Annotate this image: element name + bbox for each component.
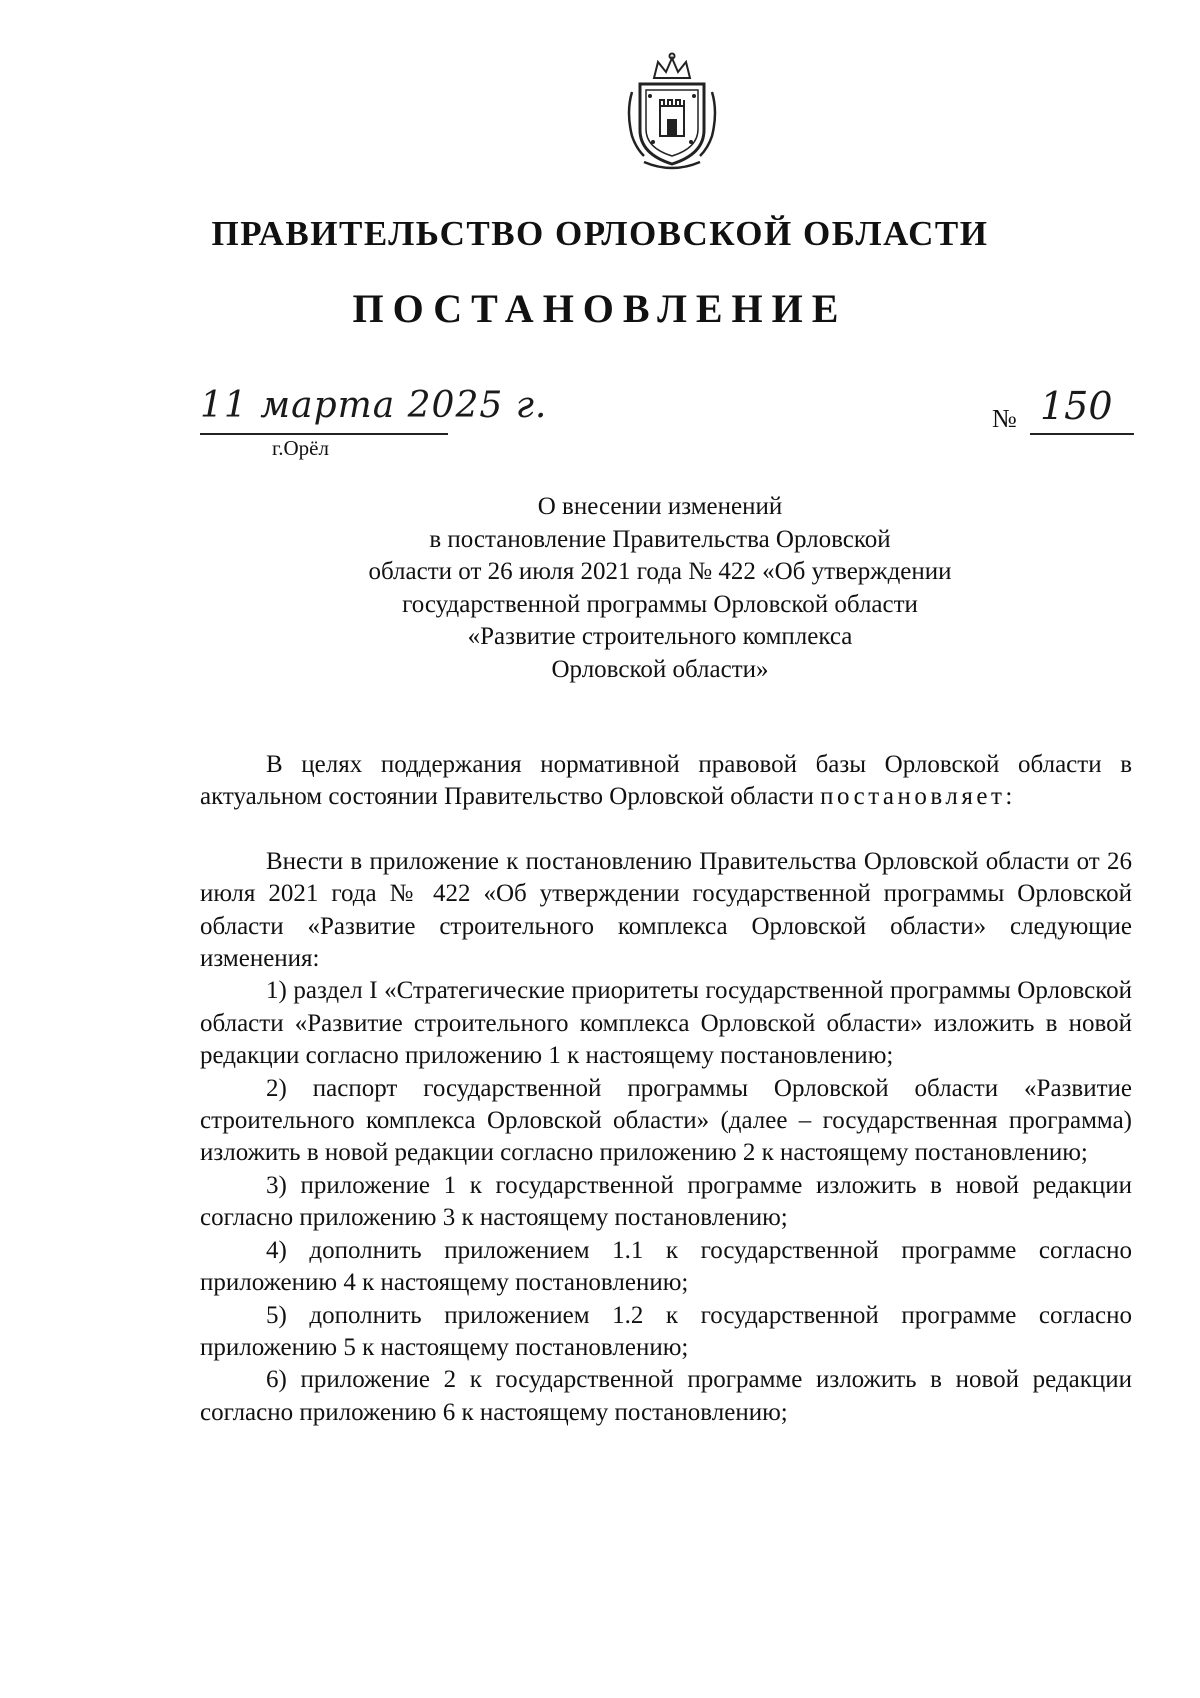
- intro-paragraph: Внести в приложение к постановлению Правительства Орловской области от 26 июля 2021 года № 422 «Об утверждении государственной программы Орловской области «Развитие строительного комплекса Орловской области» следующие изменения:: [200, 847, 1132, 973]
- list-item: 5) дополнить приложением 1.2 к государственной программе согласно приложению 5 к настоящему постановлению;: [200, 1301, 1132, 1361]
- handwritten-number: 150: [1040, 384, 1113, 428]
- document-type-title: ПОСТАНОВЛЕНИЕ: [352, 286, 848, 331]
- preamble-paragraph: [200, 749, 1132, 814]
- subject-line: государственной программы Орловской области: [402, 590, 918, 618]
- city-label: г.Орёл: [272, 436, 329, 460]
- list-item: 2) паспорт государственной программы Орловской области «Развитие строительного комплекса Орловской области» (далее – государственная программа) изложить в новой редакции согласно приложению 2 к настоящему постановлению;: [200, 1074, 1132, 1167]
- list-item: 4) дополнить приложением 1.1 к государственной программе согласно приложению 4 к настоящему постановлению;: [200, 1236, 1132, 1297]
- subject-line: О внесении изменений: [537, 493, 783, 520]
- document-body: [200, 749, 1132, 1429]
- number-sign: №: [992, 404, 1017, 433]
- subject-line: области от 26 июля 2021 года № 422 «Об утверждении: [368, 558, 952, 585]
- number-underline: [1030, 433, 1134, 435]
- list-item: 6) приложение 2 к государственной программе изложить в новой редакции согласно приложению 6 к настоящему постановлению;: [200, 1366, 1132, 1426]
- list-item: 1) раздел I «Стратегические приоритеты государственной программы Орловской области «Развитие строительного комплекса Орловской области» изложить в новой редакции согласно приложению 1 к настоящему постановлению;: [200, 977, 1132, 1070]
- subject-line: «Развитие строительного комплекса: [467, 623, 853, 650]
- preamble-text: В целях поддержания нормативной правовой базы Орловской области в актуальном состоянии Правительство Орловской области: [200, 751, 1132, 811]
- list-item: 3) приложение 1 к государственной программе изложить в новой редакции согласно приложению 3 к настоящему постановлению;: [200, 1171, 1132, 1232]
- subject-line: Орловской области»: [551, 655, 769, 683]
- document-subject: [260, 491, 1060, 686]
- handwritten-date: 11 марта 2025 г.: [200, 385, 548, 426]
- preamble-verb: постановляет:: [820, 783, 1016, 811]
- coat-of-arms-icon: [620, 52, 724, 172]
- government-name: ПРАВИТЕЛЬСТВО ОРЛОВСКОЙ ОБЛАСТИ: [211, 214, 989, 253]
- date-underline: [200, 433, 448, 435]
- subject-line: в постановление Правительства Орловской: [429, 525, 891, 553]
